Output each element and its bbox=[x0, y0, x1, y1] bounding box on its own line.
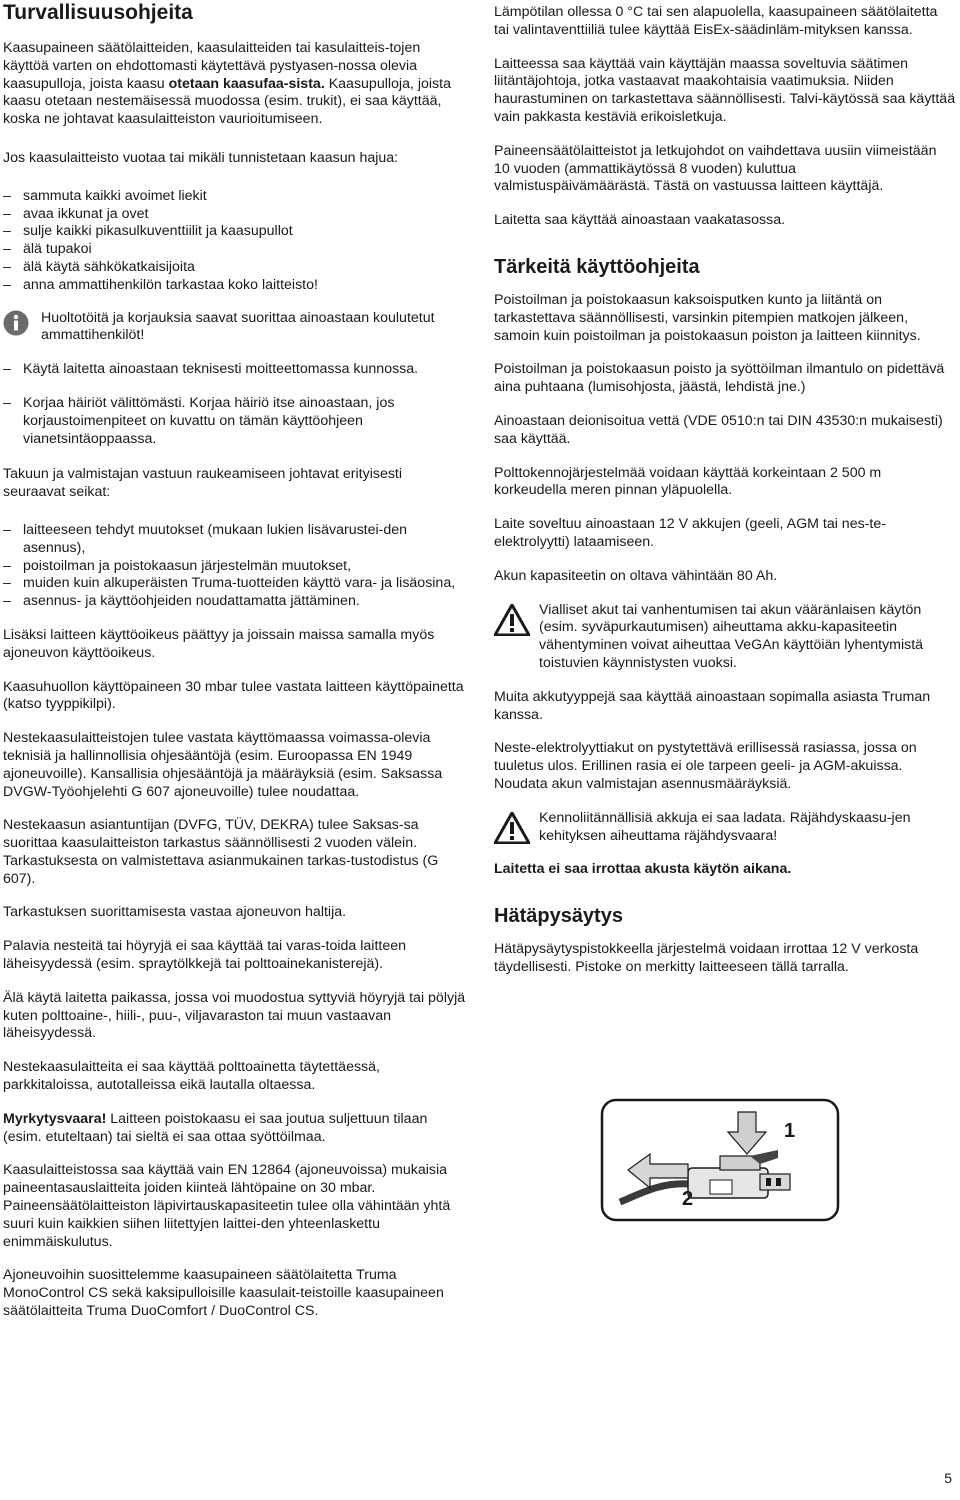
emergency-plug-illustration bbox=[600, 1098, 840, 1222]
figure-label-2: 2 bbox=[682, 1188, 694, 1210]
vapour-paragraph: Älä käytä laitetta paikassa, jossa voi muodostua syttyviä höyryjä tai pölyjä kuten polttoaine-, hiili-, puu-, viljavaraston tai muun vastaavan läheisyydessä. bbox=[3, 989, 466, 1042]
intro-paragraph bbox=[3, 40, 468, 129]
right-column bbox=[494, 0, 956, 977]
exhaust-paragraph: Poistoilman ja poistokaasun kaksoisputken kunto ja liitäntä on tarkastettava säännöllisesti, varsinkin pitempien matkojen jälkeen, samoin kuin poistoilman ja poistokaasun poiston ja laitteen kiinnitys. bbox=[494, 291, 921, 344]
horizontal-paragraph: Laitetta saa käyttää ainoastaan vaakatasossa. bbox=[494, 212, 786, 229]
pressure-paragraph: Kaasuhuollon käyttöpaineen 30 mbar tulee vastata laitteen käyttöpainetta (katso tyyppikilpi). bbox=[3, 678, 464, 713]
emergency-heading: Hätäpysäytys bbox=[494, 905, 623, 928]
left-column bbox=[3, 0, 468, 1321]
battery-types-paragraph: Muita akkutyyppejä saa käyttää ainoastaan sopimalla asiasta Truman kanssa. bbox=[494, 688, 931, 723]
battery-warning-text: Vialliset akut tai vanhentumisen tai akun vääränlaisen käytön (esim. syväpurkautumisen) aiheuttama akku-kapasiteetin vähentyminen voivat aiheuttaa VeGAn käyttöiän lyhentymistä toistuvien käynnistysten vuoksi. bbox=[539, 601, 924, 671]
list-item: – poistoilman ja poistokaasun järjestelmän muutokset, bbox=[3, 558, 468, 576]
warranty-paragraph: Takuun ja valmistajan vastuun raukeamiseen johtavat erityisesti seuraavat seikat: bbox=[3, 466, 403, 501]
list-item: – sammuta kaikki avoimet liekit bbox=[3, 188, 468, 206]
owner-paragraph: Tarkastuksen suorittamisesta vastaa ajoneuvon haltija. bbox=[3, 904, 347, 921]
operate-list bbox=[3, 361, 468, 379]
list-item: – laitteeseen tehdyt muutokset (mukaan lukien lisävarustei-den asennus), bbox=[3, 522, 468, 558]
info-note bbox=[3, 310, 468, 346]
gas-leak-paragraph: Jos kaasulaitteisto vuotaa tai mikäli tunnistetaan kaasun hajua: bbox=[3, 149, 399, 166]
electrolyte-paragraph: Neste-elektrolyyttiakut on pystytettävä erillisessä rasiassa, jossa on tuuletus ulos. Erillinen rasia ei ole tarpeen geeli- ja AGM-akuissa. Noudata akun valmistajan asennusmääräyksiä. bbox=[494, 740, 917, 792]
inspection-paragraph: Nestekaasun asiantuntijan (DVFG, TÜV, DEKRA) tulee Saksas-sa suorittaa kaasulaitteiston tarkastus säännöllisesti 2 vuoden välein. Tarkastuksesta on valmistettava asianmukainen tarkas-tustodistus (G 607). bbox=[3, 817, 439, 887]
info-icon bbox=[3, 310, 29, 341]
warning-icon bbox=[494, 812, 530, 849]
battery-paragraph: Laite soveltuu ainoastaan 12 V akkujen (geeli, AGM tai nes-te-elektrolyytti) lataamiseen. bbox=[494, 516, 886, 550]
info-note-text: Huoltotöitä ja korjauksia saavat suorittaa ainoastaan koulutetut ammattihenkilöt! bbox=[41, 309, 435, 344]
disconnect-paragraph: Laitetta ei saa irrottaa akusta käytön aikana. bbox=[494, 861, 792, 878]
page-number: 5 bbox=[944, 1470, 952, 1486]
list-item: – muiden kuin alkuperäisten Truma-tuotteiden käyttö vara- ja lisäosina, bbox=[3, 575, 468, 593]
replace-paragraph: Paineensäätölaitteistot ja letkujohdot on vaihdettava uusiin viimeistään 10 vuoden (ammattikäytössä 8 vuoden) kuluttua valmistuspäivämäärästä. Tästä on vastuussa laitteen käyttäjä. bbox=[494, 142, 937, 195]
explosion-warning bbox=[494, 810, 956, 846]
figure-label-1: 1 bbox=[784, 1120, 796, 1142]
warning-icon bbox=[494, 604, 530, 641]
water-paragraph: Ainoastaan deionisoitua vettä (VDE 0510:n tai DIN 43530:n mukaisesti) saa käyttää. bbox=[494, 412, 943, 447]
list-item: – sulje kaikki pikasulkuventtiilit ja kaasupullot bbox=[3, 223, 468, 241]
cables-paragraph: Laitteessa saa käyttää vain käyttäjän maassa soveltuvia säätimen liitäntäjohtoja, jotka vastaavat maakohtaisia vaatimuksia. Niiden haurastuminen on tarkastettava säännöllisesti. Talvi-käytössä saa käyttää vain pakkasta kestäviä erikoisletkuja. bbox=[494, 55, 956, 125]
battery-warning bbox=[494, 602, 956, 673]
license-paragraph: Lisäksi laitteen käyttöoikeus päättyy ja joissain maissa samalla myös ajoneuvon käyttöoikeus. bbox=[3, 626, 435, 661]
list-item: – älä käytä sähkökatkaisijoita bbox=[3, 259, 468, 277]
intro-text-bold: otetaan kaasufaa-sista. bbox=[168, 75, 325, 92]
safety-heading: Turvallisuusohjeita bbox=[3, 1, 193, 24]
explosion-warning-text: Kennoliitännällisiä akkuja ei saa ladata. Räjähdyskaasu-jen kehityksen aiheuttama räjähdysvaara! bbox=[539, 809, 911, 844]
intro-text-c: Kaasupulloja, joista kaasu otetaan nestemäisessä muodossa (esim. trukit), ei saa käyttää, koska ne johtavat kaasulaitteiston vaurioitumiseen. bbox=[3, 75, 451, 128]
poison-paragraph bbox=[3, 1111, 468, 1147]
clean-paragraph: Poistoilman ja poistokaasun poisto ja syöttöilman ilmantulo on pidettävä aina puhtaana (lumisohjosta, jäästä, lehdistä jne.) bbox=[494, 361, 945, 396]
list-item: – asennus- ja käyttöohjeiden noudattamatta jättäminen. bbox=[3, 593, 468, 611]
emergency-paragraph: Hätäpysäytyspistokkeella järjestelmä voidaan irrottaa 12 V verkosta täydellisesti. Pistoke on merkitty laitteeseen tällä tarralla. bbox=[494, 941, 919, 975]
list-item: – avaa ikkunat ja ovet bbox=[3, 206, 468, 224]
flammable-paragraph: Palavia nesteitä tai höyryjä ei saa käyttää tai varas-toida laitteen läheisyydessä (esim. spraytölkkejä tai polttoainekanisterejä). bbox=[3, 938, 406, 973]
altitude-paragraph: Polttokennojärjestelmää voidaan käyttää korkeintaan 2 500 m korkeudella meren pinnan yläpuolella. bbox=[494, 464, 882, 499]
list-item: – älä tupakoi bbox=[3, 241, 468, 259]
list-item: – anna ammattihenkilön tarkastaa koko laitteisto! bbox=[3, 277, 468, 295]
regulator-paragraph: Kaasulaitteistossa saa käyttää vain EN 12864 (ajoneuvoissa) mukaisia paineentasauslaitteita joiden kiinteä lähtöpaine on 30 mbar. Paineensäätölaitteiston läpivirtauskapasiteetin tulee olla vähintään yhtä suuri kuin kaikkien siihen liitettyjen laittei-den yhteenlaskettu enimmäiskulutus. bbox=[3, 1162, 451, 1250]
temperature-paragraph: Lämpötilan ollessa 0 °C tai sen alapuolella, kaasupaineen säätölaitetta tai valintaventtiiliä tulee käyttää EisEx-säädinläm-mityksen kanssa. bbox=[494, 4, 938, 38]
warranty-list bbox=[3, 522, 468, 611]
poison-text: Laitteen poistokaasu ei saa joutua suljettuun tilaan (esim. etuteltaan) tai sieltä ei saa ottaa syöttöilmaa. bbox=[3, 1110, 428, 1145]
important-heading: Tärkeitä käyttöohjeita bbox=[494, 255, 700, 278]
repair-list bbox=[3, 395, 468, 448]
capacity-paragraph: Akun kapasiteetin on oltava vähintään 80 Ah. bbox=[494, 567, 778, 584]
list-item: – Korjaa häiriöt välittömästi. Korjaa häiriö itse ainoastaan, jos korjaustoimenpiteet on kuvattu on tämän käyttöohjeen vianetsintäoppaassa. bbox=[3, 395, 468, 448]
list-item: – Käytä laitetta ainoastaan teknisesti moitteettomassa kunnossa. bbox=[3, 361, 468, 379]
refuel-paragraph: Nestekaasulaitteita ei saa käyttää polttoainetta täytettäessä, parkkitaloissa, autotalleissa eikä lautalla oltaessa. bbox=[3, 1059, 380, 1094]
poison-warning: Myrkytysvaara! bbox=[3, 1110, 107, 1127]
gas-leak-list bbox=[3, 188, 468, 295]
intro-text-a: Kaasupaineen säätölaitteiden, kaasulaitteiden tai kasulaitteis-tojen käyttöä varten on ehdottomasti käytettävä pystyasen-nossa olevia kaasupulloja, joista kaasu bbox=[3, 40, 421, 92]
recommendation-paragraph: Ajoneuvoihin suosittelemme kaasupaineen säätölaitetta Truma MonoControl CS sekä kaksipulloisille kaasulait-teistoille kaasupaineen säätölaitteita Truma DuoComfort / DuoControl CS. bbox=[3, 1267, 444, 1320]
regulations-paragraph: Nestekaasulaitteistojen tulee vastata käyttömaassa voimassa-olevia teknisiä ja hallinnollisia ohjesääntöjä (esim. Euroopassa EN 1949 ajoneuvoille). Kansallisia ohjesääntöjä ja määräyksiä (esim. Saksassa DVGW-Työohjelehti G 607 ajoneuvoille) tulee noudattaa. bbox=[3, 730, 443, 800]
